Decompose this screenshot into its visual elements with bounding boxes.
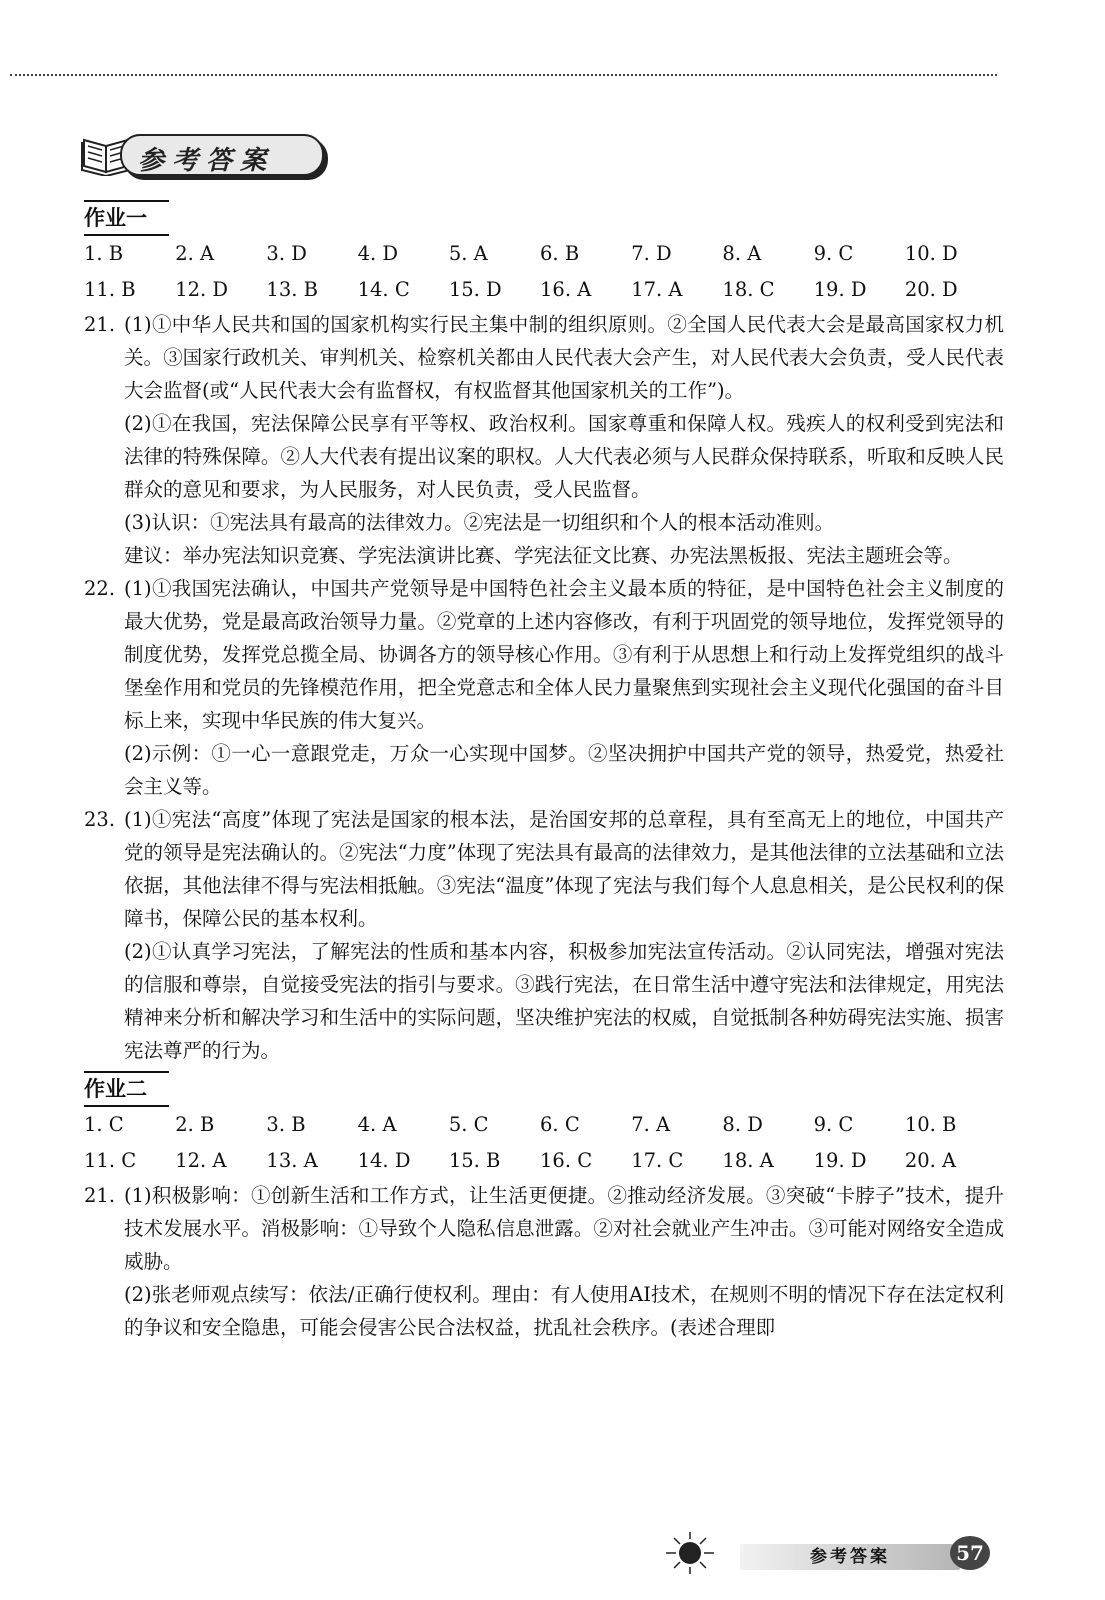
- mc-answer: 4. A: [357, 1113, 397, 1136]
- mc-answer: 7. A: [631, 1113, 671, 1136]
- mc-row: [84, 236, 996, 272]
- question-22: [84, 572, 1004, 803]
- sun-icon: [650, 1530, 730, 1576]
- mc-answer: 2. B: [175, 1113, 215, 1136]
- mc-answer: 10. B: [904, 1113, 957, 1136]
- mc-answer: 20. A: [904, 1149, 957, 1172]
- banner-title: 参考答案: [138, 146, 275, 176]
- section-title-1: 作业一: [84, 200, 169, 236]
- mc-answer: 9. C: [813, 242, 854, 265]
- question-number: 21.: [84, 1184, 116, 1207]
- mc-answer: 11. B: [84, 278, 136, 301]
- answer-paragraph: 建议：举办宪法知识竞赛、学宪法演讲比赛、学宪法征文比赛、办宪法黑板报、宪法主题班会等。: [124, 544, 963, 567]
- top-dotted-rule: [10, 74, 997, 76]
- mc-answer: 10. D: [904, 242, 958, 265]
- mc-answer: 16. C: [540, 1149, 593, 1172]
- mc-answer: 12. A: [175, 1149, 227, 1172]
- answer-paragraph: (1)积极影响：①创新生活和工作方式，让生活更便捷。②推动经济发展。③突破“卡脖子”技术，提升技术发展水平。消极影响：①导致个人隐私信息泄露。②对社会就业产生冲击。③可能对网络安全造成威胁。: [124, 1184, 1004, 1273]
- question-number: 21.: [84, 313, 116, 336]
- mc-answer: 20. D: [904, 278, 958, 301]
- question-21-b: [84, 1179, 1004, 1344]
- mc-answer: 17. A: [631, 278, 683, 301]
- page-number: 57: [950, 1536, 990, 1570]
- mc-answer: 18. C: [722, 278, 775, 301]
- mc-answer: 13. B: [266, 278, 318, 301]
- mc-answer: 14. D: [357, 1149, 411, 1172]
- mc-answer: 9. C: [813, 1113, 854, 1136]
- mc-answer: 19. D: [813, 1149, 867, 1172]
- mc-answer: 5. A: [448, 242, 488, 265]
- mc-answer: 2. A: [175, 242, 215, 265]
- mc-answer: 19. D: [813, 278, 867, 301]
- mc-answer: 15. D: [448, 278, 502, 301]
- answer-paragraph: (2)示例：①一心一意跟党走，万众一心实现中国梦。②坚决拥护中国共产党的领导，热爱党，热爱社会主义等。: [124, 742, 1004, 798]
- mc-answer: 1. C: [84, 1113, 124, 1136]
- answer-paragraph: (3)认识：①宪法具有最高的法律效力。②宪法是一切组织和个人的根本活动准则。: [124, 511, 835, 534]
- question-21: [84, 308, 1004, 572]
- mc-answer: 8. D: [722, 1113, 763, 1136]
- answer-paragraph: (1)①中华人民共和国的国家机构实行民主集中制的组织原则。②全国人民代表大会是最高国家权力机关。③国家行政机关、审判机关、检察机关都由人民代表大会产生，对人民代表大会负责，受人民代表大会监督(或“人民代表大会有监督权，有权监督其他国家机关的工作”)。: [124, 313, 1004, 402]
- mc-answer: 5. C: [448, 1113, 489, 1136]
- mc-answer: 16. A: [540, 278, 592, 301]
- mc-answer: 3. B: [266, 1113, 306, 1136]
- section-title-2: 作业二: [84, 1071, 169, 1107]
- answer-content: [84, 196, 1004, 1344]
- answer-paragraph: (2)①在我国，宪法保障公民享有平等权、政治权利。国家尊重和保障人权。残疾人的权利受到宪法和法律的特殊保障。②人大代表有提出议案的职权。人大代表必须与人民群众保持联系，听取和反映人民群众的意见和要求，为人民服务，对人民负责，受人民监督。: [124, 412, 1004, 501]
- answer-banner: [80, 128, 328, 180]
- mc-answer: 6. B: [540, 242, 580, 265]
- answer-paragraph: (1)①我国宪法确认，中国共产党领导是中国特色社会主义最本质的特征，是中国特色社会主义制度的最大优势，党是最高政治领导力量。②党章的上述内容修改，有利于巩固党的领导地位，发挥党领导的制度优势，发挥党总揽全局、协调各方的领导核心作用。③有利于从思想上和行动上发挥党组织的战斗堡垒作用和党员的先锋模范作用，把全党意志和全体人民力量聚焦到实现社会主义现代化强国的奋斗目标上来，实现中华民族的伟大复兴。: [124, 577, 1004, 732]
- mc-answer: 11. C: [84, 1149, 137, 1172]
- mc-answer: 8. A: [722, 242, 762, 265]
- mc-answer: 18. A: [722, 1149, 774, 1172]
- question-number: 23.: [84, 808, 116, 831]
- answer-paragraph: (2)①认真学习宪法，了解宪法的性质和基本内容，积极参加宪法宣传活动。②认同宪法，增强对宪法的信服和尊崇，自觉接受宪法的指引与要求。③践行宪法，在日常生活中遵守宪法和法律规定，用宪法精神来分析和解决学习和生活中的实际问题，坚决维护宪法的权威，自觉抵制各种妨碍宪法实施、损害宪法尊严的行为。: [124, 940, 1004, 1062]
- question-number: 22.: [84, 577, 116, 600]
- mc-answer: 3. D: [266, 242, 307, 265]
- mc-answer: 17. C: [631, 1149, 684, 1172]
- mc-answer: 6. C: [540, 1113, 580, 1136]
- answer-paragraph: (2)张老师观点续写：依法/正确行使权利。理由：有人使用AI技术，在规则不明的情况下存在法定权利的争议和安全隐患，可能会侵害公民合法权益，扰乱社会秩序。(表述合理即: [124, 1283, 1004, 1339]
- mc-answer: 7. D: [631, 242, 672, 265]
- mc-answer: 14. C: [357, 278, 410, 301]
- mc-answer: 13. A: [266, 1149, 318, 1172]
- question-23: [84, 803, 1004, 1067]
- answer-paragraph: (1)①宪法“高度”体现了宪法是国家的根本法，是治国安邦的总章程，具有至高无上的地位，中国共产党的领导是宪法确认的。②宪法“力度”体现了宪法具有最高的法律效力，是其他法律的立法基础和立法依据，其他法律不得与宪法相抵触。③宪法“温度”体现了宪法与我们每个人息息相关，是公民权利的保障书，保障公民的基本权利。: [124, 808, 1004, 930]
- mc-row: [84, 1143, 996, 1179]
- mc-answer: 1. B: [84, 242, 124, 265]
- mc-answer: 12. D: [175, 278, 229, 301]
- mc-row: [84, 272, 996, 308]
- mc-answer: 4. D: [357, 242, 399, 265]
- page-footer: [650, 1530, 1010, 1576]
- footer-label: 参考答案: [810, 1547, 890, 1567]
- mc-answer: 15. B: [448, 1149, 501, 1172]
- mc-row: [84, 1107, 996, 1143]
